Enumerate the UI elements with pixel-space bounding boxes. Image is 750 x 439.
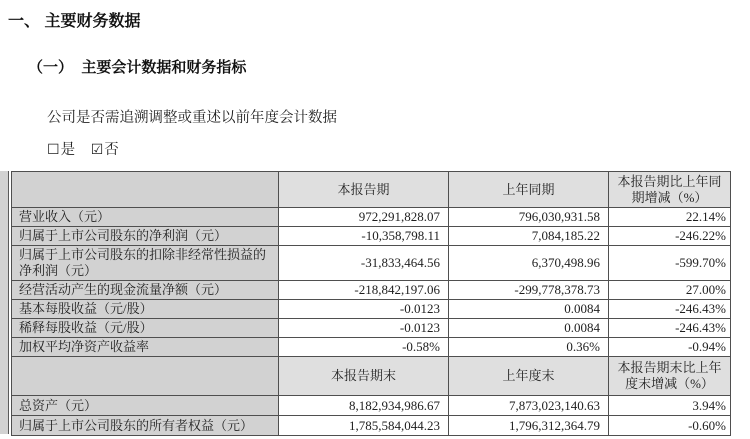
row-prior-value: 0.36%: [449, 338, 609, 357]
row-change-value: -246.22%: [609, 227, 731, 246]
row-label: 营业收入（元）: [12, 208, 279, 227]
checkbox-unchecked-icon: ☐: [47, 142, 60, 158]
row-change-value: -0.60%: [609, 416, 731, 436]
header-empty-cell: [12, 172, 279, 208]
row-prior-value: 0.0084: [449, 300, 609, 319]
restatement-options: [47, 138, 131, 159]
row-prior-value: 7,873,023,140.63: [449, 396, 609, 416]
financial-indicators-table: [11, 171, 731, 436]
row-label: 稀释每股收益（元/股）: [12, 319, 279, 338]
row-change-value: -0.94%: [609, 338, 731, 357]
cropped-table-edge: [0, 171, 9, 434]
row-label: 归属于上市公司股东的扣除非经常性损益的净利润（元）: [12, 246, 279, 281]
row-label: 基本每股收益（元/股）: [12, 300, 279, 319]
row-prior-value: 6,370,498.96: [449, 246, 609, 281]
row-prior-value: 0.0084: [449, 319, 609, 338]
table-row: [12, 338, 731, 357]
row-change-value: 3.94%: [609, 396, 731, 416]
checkbox-yes-label: 是: [60, 142, 76, 158]
header-current-period-end: 本报告期末: [279, 357, 449, 396]
row-current-value: -0.58%: [279, 338, 449, 357]
subsection-title: （一） 主要会计数据和财务指标: [28, 59, 247, 76]
row-current-value: 972,291,828.07: [279, 208, 449, 227]
table-row: [12, 246, 731, 281]
table-row: [12, 208, 731, 227]
row-current-value: -0.0123: [279, 319, 449, 338]
header-prior-period: 上年同期: [449, 172, 609, 208]
section-title: 一、 主要财务数据: [8, 13, 141, 30]
checkbox-checked-icon: ☑: [90, 142, 104, 158]
row-change-value: 27.00%: [609, 281, 731, 300]
table-row: [12, 227, 731, 246]
row-prior-value: 7,084,185.22: [449, 227, 609, 246]
header-period-change: 本报告期比上年同期增减（%）: [609, 172, 731, 208]
row-label: 加权平均净资产收益率: [12, 338, 279, 357]
checkbox-yes[interactable]: [47, 142, 75, 158]
table-row: [12, 281, 731, 300]
table-row: [12, 416, 731, 436]
row-current-value: 8,182,934,986.67: [279, 396, 449, 416]
table-header-period: [12, 172, 731, 208]
row-prior-value: 796,030,931.58: [449, 208, 609, 227]
table-row: [12, 300, 731, 319]
header-prior-year-end: 上年度末: [449, 357, 609, 396]
header-period-end-change: 本报告期末比上年度末增减（%）: [609, 357, 731, 396]
table-row: [12, 319, 731, 338]
row-current-value: -31,833,464.56: [279, 246, 449, 281]
row-current-value: -0.0123: [279, 300, 449, 319]
row-current-value: 1,785,584,044.23: [279, 416, 449, 436]
row-prior-value: 1,796,312,364.79: [449, 416, 609, 436]
header-current-period: 本报告期: [279, 172, 449, 208]
table-row: [12, 396, 731, 416]
row-change-value: 22.14%: [609, 208, 731, 227]
row-change-value: -246.43%: [609, 319, 731, 338]
table-header-period-end: [12, 357, 731, 396]
row-current-value: -10,358,798.11: [279, 227, 449, 246]
checkbox-no-label: 否: [104, 142, 119, 158]
row-change-value: -599.70%: [609, 246, 731, 281]
restatement-question: 公司是否需追溯调整或重述以前年度会计数据: [47, 110, 337, 126]
row-label: 归属于上市公司股东的净利润（元）: [12, 227, 279, 246]
header-empty-cell: [12, 357, 279, 396]
row-prior-value: -299,778,378.73: [449, 281, 609, 300]
checkbox-no[interactable]: [91, 142, 119, 158]
row-label: 归属于上市公司股东的所有者权益（元）: [12, 416, 279, 436]
row-label: 经营活动产生的现金流量净额（元）: [12, 281, 279, 300]
row-change-value: -246.43%: [609, 300, 731, 319]
row-label: 总资产（元）: [12, 396, 279, 416]
row-current-value: -218,842,197.06: [279, 281, 449, 300]
